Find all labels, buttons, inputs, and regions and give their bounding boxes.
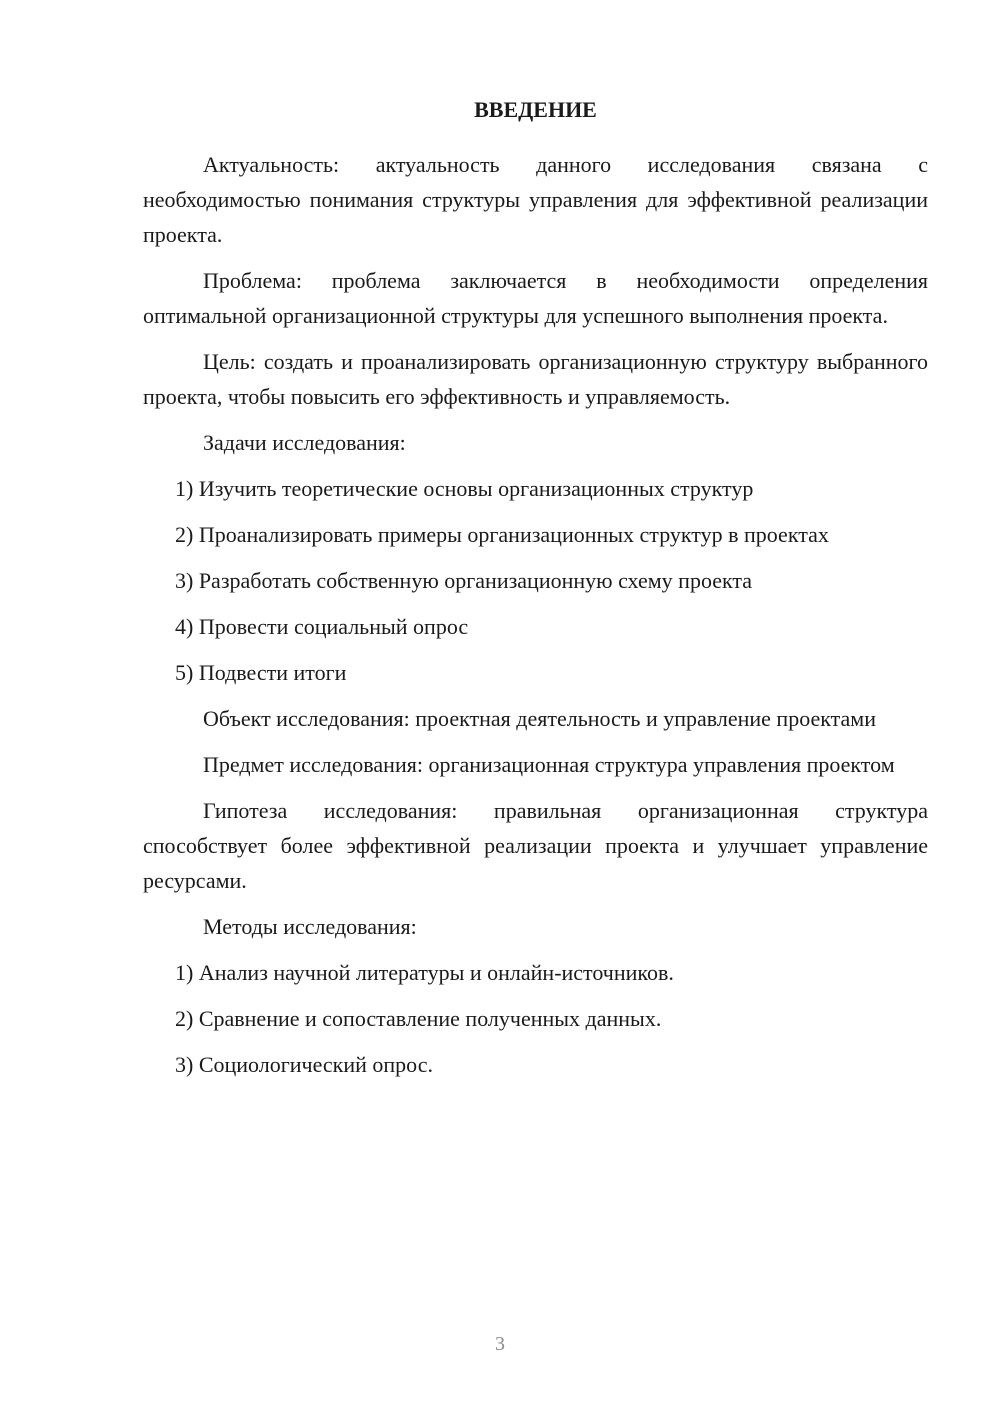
- object-paragraph: Объект исследования: проектная деятельность и управление проектами: [203, 706, 876, 731]
- task-item: 1) Изучить теоретические основы организационных структур: [175, 476, 754, 501]
- problem-paragraph: Проблема: проблема заключается в необходимости определения оптимальной организационной структуры для успешного выполнения проекта.: [143, 268, 928, 328]
- relevance-paragraph: Актуальность: актуальность данного исследования связана с необходимостью понимания структуры управления для эффективной реализации проекта.: [143, 152, 928, 247]
- subject-paragraph: Предмет исследования: организационная структура управления проектом: [203, 752, 895, 777]
- section-title: ВВЕДЕНИЕ: [474, 97, 597, 122]
- page-content: [143, 95, 928, 1093]
- methods-label: Методы исследования:: [203, 914, 417, 939]
- task-item: 4) Провести социальный опрос: [175, 614, 469, 639]
- method-item: 2) Сравнение и сопоставление полученных данных.: [175, 1006, 662, 1031]
- task-item: 5) Подвести итоги: [175, 660, 347, 685]
- task-item: 3) Разработать собственную организационную схему проекта: [175, 568, 753, 593]
- hypothesis-paragraph: Гипотеза исследования: правильная организационная структура способствует более эффективной реализации проекта и улучшает управление ресурсами.: [143, 798, 928, 893]
- method-item: 1) Анализ научной литературы и онлайн-источников.: [175, 960, 674, 985]
- goal-paragraph: Цель: создать и проанализировать организационную структуру выбранного проекта, чтобы повысить его эффективность и управляемость.: [143, 349, 928, 409]
- page-number: 3: [495, 1333, 505, 1355]
- method-item: 3) Социологический опрос.: [175, 1052, 433, 1077]
- tasks-label: Задачи исследования:: [203, 430, 406, 455]
- task-item: 2) Проанализировать примеры организационных структур в проектах: [175, 522, 829, 547]
